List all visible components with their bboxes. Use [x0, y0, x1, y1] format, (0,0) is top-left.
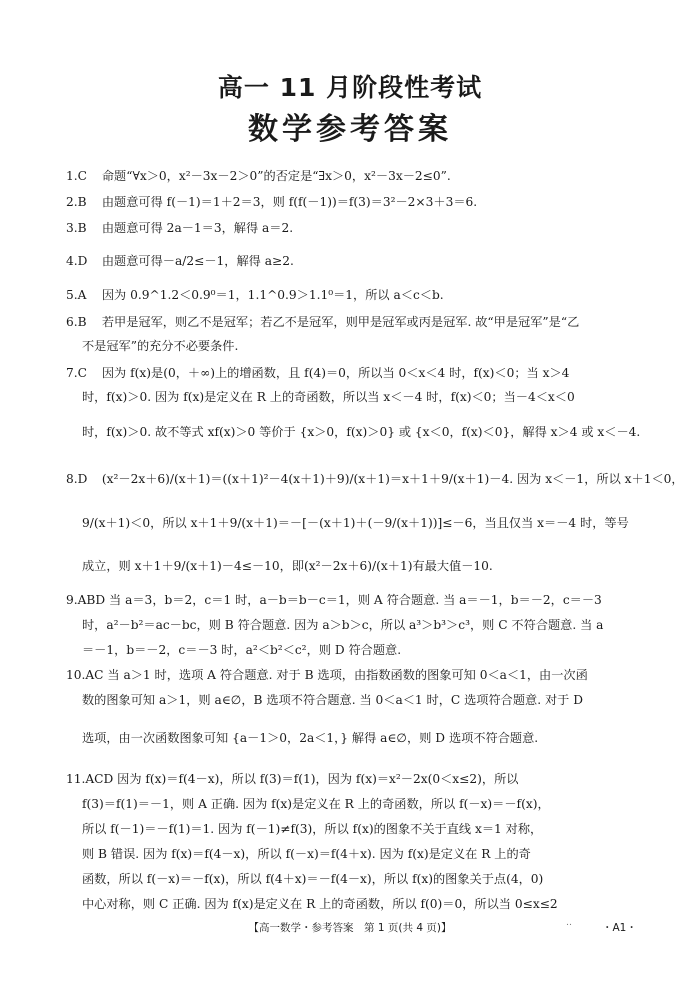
answer-line: 不是冠军”的充分不必要条件.: [82, 339, 239, 353]
answer-line: 成立，则 x＋1＋9/(x＋1)－4≤－10，即(x²－2x＋6)/(x＋1)有最大值－10.: [82, 559, 493, 573]
answer-number: 1.C: [66, 169, 87, 183]
answer-line: ＝－1，b＝－2，c＝－3 时，a²＜b²＜c²，则 D 符合题意.: [82, 643, 402, 657]
answer-line: 由题意可得 2a－1＝3，解得 a＝2.: [101, 221, 294, 235]
answer-number: 11.ACD: [66, 772, 114, 786]
answer-item: [66, 248, 644, 274]
answer-number: 9.ABD: [66, 593, 106, 607]
paper-code: ・A1・: [602, 922, 637, 934]
footer-dots: ‥: [566, 918, 573, 928]
answer-number: 2.B: [66, 195, 87, 209]
page-footer: 【高一数学・参考答案 第 1 页(共 4 页)】: [248, 922, 452, 934]
answer-item: [66, 466, 684, 492]
answer-line: f(3)＝f(1)＝－1，则 A 正确. 因为 f(x)是定义在 R 上的奇函数，所以 f(－x)＝－f(x)，: [82, 797, 550, 811]
answer-line: 因为 0.9^1.2＜0.9⁰＝1，1.1^0.9＞1.1⁰＝1，所以 a＜c＜b.: [101, 288, 444, 302]
answer-item: [66, 662, 644, 688]
answer-line: 选项，由一次函数图象可知 {a－1＞0，2a＜1，} 解得 a∈∅，则 D 选项不符合题意.: [82, 731, 539, 745]
answer-number: 8.D: [66, 472, 88, 486]
answer-line: 若甲是冠军，则乙不是冠军；若乙不是冠军，则甲是冠军或丙是冠军. 故“甲是冠军”是“乙: [101, 315, 580, 329]
answer-line: (x²－2x＋6)/(x＋1)＝((x＋1)²－4(x＋1)＋9)/(x＋1)＝x＋1＋9/(x＋1)－4. 因为 x＜－1，所以 x＋1＜0，: [101, 472, 684, 486]
answer-item: [66, 587, 644, 613]
answer-line: 中心对称，则 C 正确. 因为 f(x)是定义在 R 上的奇函数，所以 f(0)＝0，所以当 0≤x≤2: [82, 897, 558, 911]
answer-item: [66, 766, 644, 792]
answer-number: 7.C: [66, 366, 87, 380]
answer-line: 由题意可得 f(－1)＝1＋2＝3，则 f(f(－1))＝f(3)＝3²－2×3＋3＝6.: [101, 195, 478, 209]
answer-line: 时，f(x)＞0. 因为 f(x)是定义在 R 上的奇函数，所以当 x＜－4 时，f(x)＜0；当－4＜x＜0: [82, 390, 575, 404]
answer-line: 由题意可得－a/2≤－1，解得 a≥2.: [101, 254, 294, 268]
answer-line: 函数，所以 f(－x)＝－f(x)，所以 f(4＋x)＝－f(4－x)，所以 f(x)的图象关于点(4，0): [82, 872, 544, 886]
answer-line: 所以 f(－1)＝－f(1)＝1. 因为 f(－1)≠f(3)，所以 f(x)的图象不关于直线 x＝1 对称，: [82, 822, 543, 836]
answer-line: 数的图象可知 a＞1，则 a∈∅，B 选项不符合题意. 当 0＜a＜1 时，C 选项符合题意. 对于 D: [82, 693, 583, 707]
answer-number: 3.B: [66, 221, 87, 235]
answer-line: 因为 f(x)＝f(4－x)，所以 f(3)＝f(1)，因为 f(x)＝x²－2x(0＜x≤2)，所以: [117, 772, 519, 786]
answer-line: 当 a＝3，b＝2，c＝1 时，a－b＝b－c＝1，则 A 符合题意. 当 a＝－1，b＝－2，c＝－3: [109, 593, 602, 607]
answer-item: [66, 215, 644, 241]
answer-item: [66, 360, 644, 386]
answer-line: 因为 f(x)是(0，＋∞)上的增函数，且 f(4)＝0，所以当 0＜x＜4 时，f(x)＜0；当 x＞4: [101, 366, 570, 380]
answer-item: [66, 309, 644, 335]
answer-line: 命题“∀x＞0，x²－3x－2＞0”的否定是“∃x＞0，x²－3x－2≤0”.: [101, 169, 451, 183]
answer-line: 时，a²－b²＝ac－bc，则 B 符合题意. 因为 a＞b＞c，所以 a³＞b³＞c³，则 C 不符合题意. 当 a: [82, 618, 604, 632]
answer-line: 9/(x＋1)＜0，所以 x＋1＋9/(x＋1)＝－[－(x＋1)＋(－9/(x＋1))]≤－6，当且仅当 x＝－4 时，等号: [82, 516, 629, 530]
answer-item: [66, 189, 644, 215]
answer-number: 10.AC: [66, 668, 104, 682]
answer-number: 4.D: [66, 254, 88, 268]
answer-number: 6.B: [66, 315, 87, 329]
exam-subtitle: 数学参考答案: [248, 112, 452, 147]
answer-line: 则 B 错误. 因为 f(x)＝f(4－x)，所以 f(－x)＝f(4＋x). 因为 f(x)是定义在 R 上的奇: [82, 847, 531, 861]
answer-line: 时，f(x)＞0. 故不等式 xf(x)＞0 等价于 {x＞0，f(x)＞0} 或 {x＜0，f(x)＜0}，解得 x＞4 或 x＜－4.: [82, 425, 641, 439]
exam-title: 高一 11 月阶段性考试: [217, 73, 483, 102]
answer-item: [66, 282, 644, 308]
answer-item: [66, 163, 644, 189]
answer-line: 当 a＞1 时，选项 A 符合题意. 对于 B 选项，由指数函数的图象可知 0＜a＜1，由一次函: [107, 668, 588, 682]
answer-number: 5.A: [66, 288, 87, 302]
